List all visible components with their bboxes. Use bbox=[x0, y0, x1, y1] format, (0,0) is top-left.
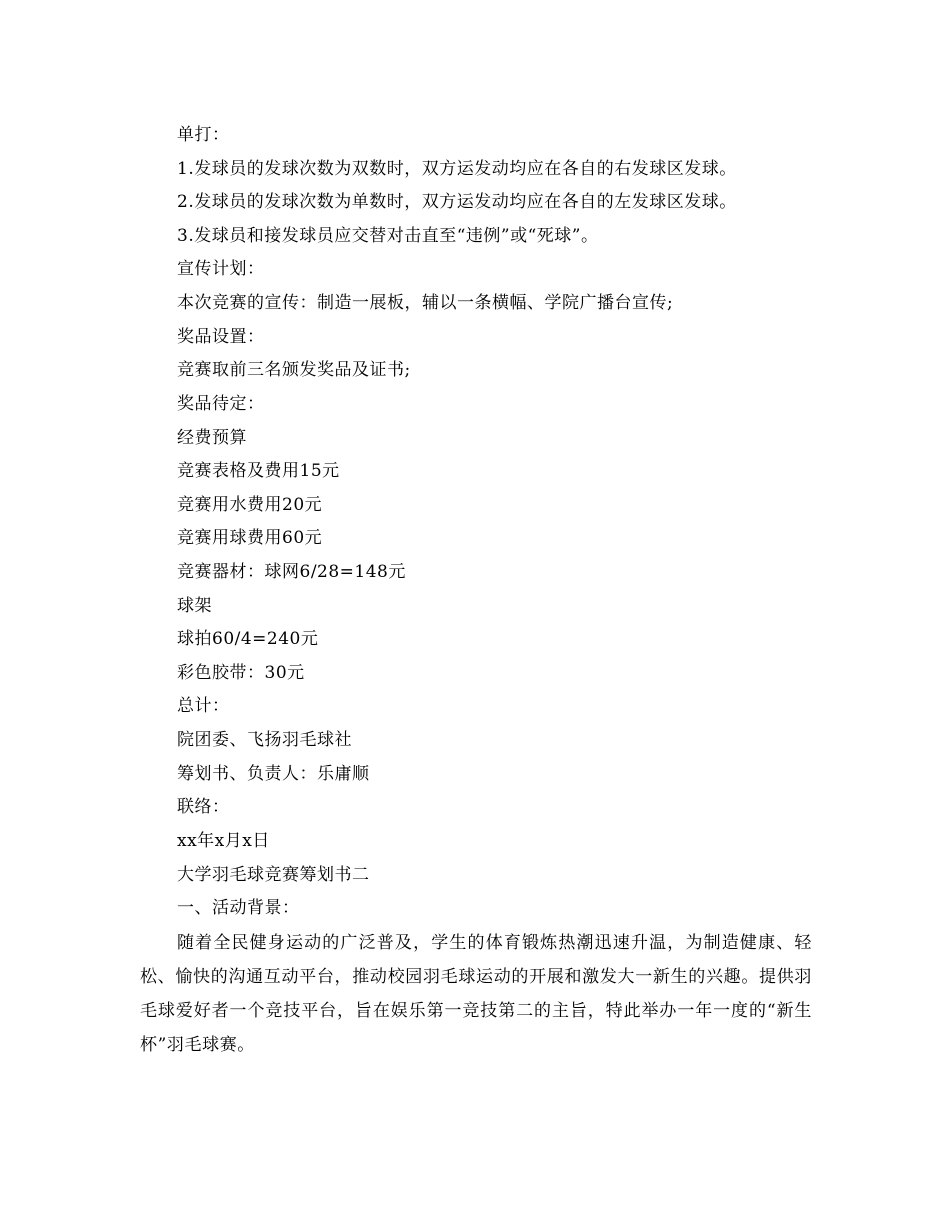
section-heading: 奖品设置： bbox=[177, 327, 265, 347]
text-line: 竞赛取前三名颁发奖品及证书; bbox=[177, 360, 411, 380]
budget-total: 总计： bbox=[177, 696, 230, 716]
text-line: 单打： bbox=[177, 125, 230, 145]
date: xx年x月x日 bbox=[177, 831, 270, 851]
text-line: 1.发球员的发球次数为双数时，双方运发动均应在各自的右发球区发球。 bbox=[177, 159, 737, 179]
document-title: 大学羽毛球竞赛筹划书二 bbox=[177, 865, 370, 885]
budget-item: 竞赛器材：球网6/28=148元 bbox=[177, 562, 406, 582]
text-line: 本次竞赛的宣传：制造一展板，辅以一条横幅、学院广播台宣传; bbox=[177, 293, 674, 313]
budget-item: 彩色胶带：30元 bbox=[177, 663, 305, 683]
contact: 联络： bbox=[177, 797, 230, 817]
planner: 筹划书、负责人：乐庸顺 bbox=[177, 764, 370, 784]
text-line: 3.发球员和接发球员应交替对击直至“违例”或“死球”。 bbox=[177, 226, 599, 246]
section-heading: 宣传计划： bbox=[177, 259, 265, 279]
section-heading: 一、活动背景： bbox=[177, 898, 300, 918]
budget-item: 球架 bbox=[177, 596, 212, 616]
background-paragraph: 随着全民健身运动的广泛普及，学生的体育锻炼热潮迅速升温，为制造健康、轻松、愉快的沟通互动平台，推动校园羽毛球运动的开展和激发大一新生的兴趣。提供羽毛球爱好者一个竞技平台，旨在娱乐第一竞技第二的主旨，特此举办一年一度的“新生杯”羽毛球赛。 bbox=[140, 933, 812, 1055]
section-heading: 经费预算 bbox=[177, 428, 247, 448]
budget-item: 竞赛用水费用20元 bbox=[177, 495, 323, 515]
budget-item: 竞赛用球费用60元 bbox=[177, 528, 323, 548]
text-line: 奖品待定： bbox=[177, 394, 265, 414]
budget-item: 竞赛表格及费用15元 bbox=[177, 461, 340, 481]
budget-item: 球拍60/4=240元 bbox=[177, 629, 319, 649]
organizer: 院团委、飞扬羽毛球社 bbox=[177, 730, 352, 750]
text-line: 2.发球员的发球次数为单数时，双方运发动均应在各自的左发球区发球。 bbox=[177, 192, 737, 212]
